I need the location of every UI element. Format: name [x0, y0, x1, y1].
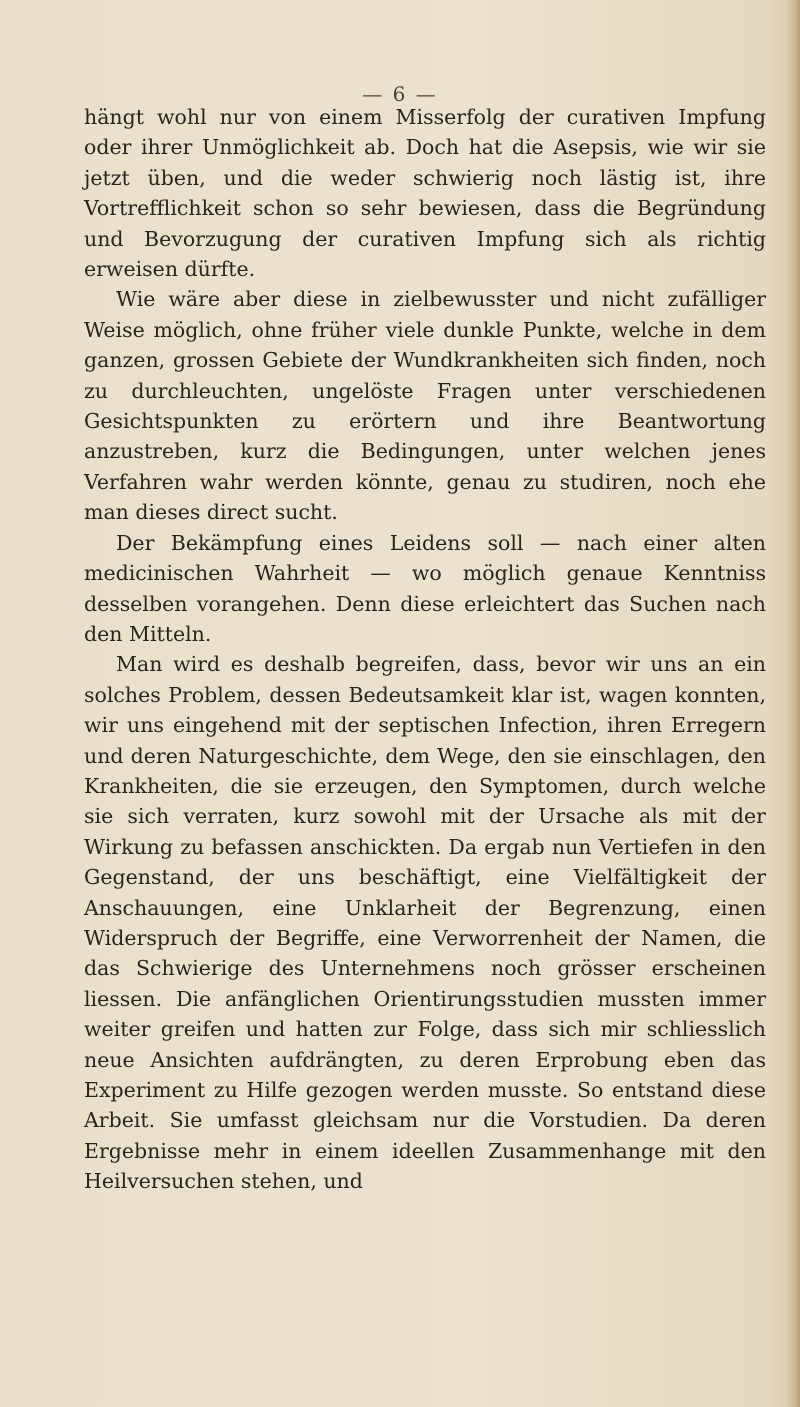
paragraph-4: Man wird es deshalb begreifen, dass, bevor wir uns an ein solches Problem, dessen Bedeutsamkeit klar ist, wagen konnten, wir uns eingehend mit der septischen Infection, ihren Erregern und deren Naturgeschichte, dem Wege, den sie einschlagen, den Krankheiten, die sie erzeugen, den Symptomen, durch welche sie sich verraten, kurz sowohl mit der Ursache als mit der Wirkung zu befassen anschickten. Da ergab nun Vertiefen in den Gegenstand, der uns beschäftigt, eine Vielfältigkeit der Anschauungen, eine Unklarheit der Begrenzung, einen Widerspruch der Begriffe, eine Verworrenheit der Namen, die das Schwierige des Unternehmens noch grösser erscheinen liessen. Die anfänglichen Orientirungsstudien mussten immer weiter greifen und hatten zur Folge, dass sich mir schliesslich neue Ansichten aufdrängten, zu deren Erprobung eben das Experiment zu Hilfe gezogen werden musste. So entstand diese Arbeit. Sie umfasst gleichsam nur die Vorstudien. Da deren Ergebnisse mehr in einem ideellen Zusammenhange mit den Heilversuchen stehen, und [84, 652, 766, 1194]
paragraph-3: Der Bekämpfung eines Leidens soll — nach einer alten medicinischen Wahrheit — wo möglich genaue Kenntniss desselben vorangehen. Denn diese erleichtert das Suchen nach den Mitteln. [84, 530, 766, 646]
page-edge-shadow [786, 0, 800, 1407]
paragraph-1: hängt wohl nur von einem Misserfolg der curativen Impfung oder ihrer Unmöglichkeit ab. Doch hat die Asepsis, wie wir sie jetzt üben, und die weder schwierig noch lästig ist, ihre Vortrefflichkeit schon so sehr bewiesen, dass die Begründung und Bevorzugung der curativen Impfung sich als richtig erweisen dürfte. [84, 105, 766, 282]
paragraph-2: Wie wäre aber diese in zielbewusster und nicht zufälliger Weise möglich, ohne früher viele dunkle Punkte, welche in dem ganzen, grossen Gebiete der Wundkrankheiten sich finden, noch zu durchleuchten, ungelöste Fragen unter verschiedenen Gesichtspunkten zu erörtern und ihre Beantwortung anzustreben, kurz die Bedingungen, unter welchen jenes Verfahren wahr werden könnte, genau zu studiren, noch ehe man dieses direct sucht. [84, 287, 766, 525]
page-number: — 6 — [362, 82, 438, 106]
body-text [84, 102, 766, 1197]
